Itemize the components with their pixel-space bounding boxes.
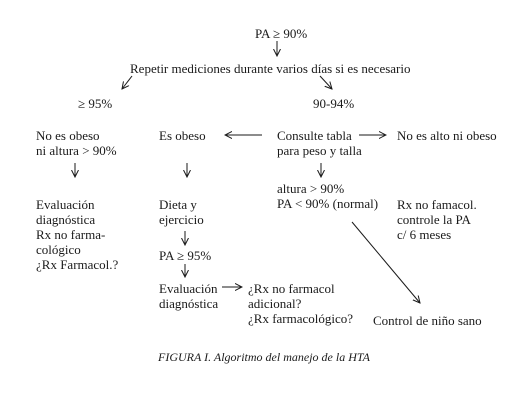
node-rx-question-line-2: adicional? bbox=[248, 296, 302, 311]
node-evaluation bbox=[36, 197, 118, 272]
node-repeat: Repetir mediciones durante varios días si es necesario bbox=[130, 61, 411, 76]
node-rx-no-line-2: controle la PA bbox=[397, 212, 471, 227]
node-diet-line-1: Dieta y bbox=[159, 197, 197, 212]
node-consult-line-1: Consulte tabla bbox=[277, 128, 352, 143]
node-not-tall: No es alto ni obeso bbox=[397, 128, 497, 143]
node-not-obese-line-1: No es obeso bbox=[36, 128, 100, 143]
node-evaluation-line-5: ¿Rx Farmacol.? bbox=[36, 257, 119, 272]
node-pa95: PA ≥ 95% bbox=[159, 248, 212, 263]
node-left-branch: ≥ 95% bbox=[78, 96, 113, 111]
node-evaluation-line-1: Evaluación bbox=[36, 197, 95, 212]
node-altura-line-2: PA < 90% (normal) bbox=[277, 196, 379, 211]
node-evaluation-line-3: Rx no farma- bbox=[36, 227, 106, 242]
node-not-obese bbox=[36, 128, 117, 158]
node-obese: Es obeso bbox=[159, 128, 206, 143]
node-rx-question-line-1: ¿Rx no farmacol bbox=[248, 281, 335, 296]
node-rx-no bbox=[397, 197, 477, 242]
node-right-branch: 90-94% bbox=[313, 96, 355, 111]
node-consult bbox=[277, 128, 362, 158]
node-diet bbox=[159, 197, 204, 227]
node-not-obese-line-2: ni altura > 90% bbox=[36, 143, 117, 158]
node-consult-line-2: para peso y talla bbox=[277, 143, 362, 158]
node-eval2-line-2: diagnóstica bbox=[159, 296, 219, 311]
node-eval2 bbox=[159, 281, 218, 311]
node-rx-question-line-3: ¿Rx farmacológico? bbox=[248, 311, 354, 326]
node-rx-no-line-1: Rx no famacol. bbox=[397, 197, 477, 212]
node-diet-line-2: ejercicio bbox=[159, 212, 204, 227]
node-control: Control de niño sano bbox=[373, 313, 482, 328]
node-rx-no-line-3: c/ 6 meses bbox=[397, 227, 452, 242]
node-altura bbox=[277, 181, 378, 211]
node-root: PA ≥ 90% bbox=[255, 26, 308, 41]
node-evaluation-line-4: cológico bbox=[36, 242, 81, 257]
figure-caption: FIGURA I. Algoritmo del manejo de la HTA bbox=[158, 350, 370, 364]
arrow-repeat-to-right bbox=[320, 76, 332, 89]
arrow-repeat-to-left bbox=[122, 76, 132, 89]
node-rx-question bbox=[248, 281, 353, 326]
node-eval2-line-1: Evaluación bbox=[159, 281, 218, 296]
node-evaluation-line-2: diagnóstica bbox=[36, 212, 96, 227]
node-altura-line-1: altura > 90% bbox=[277, 181, 345, 196]
